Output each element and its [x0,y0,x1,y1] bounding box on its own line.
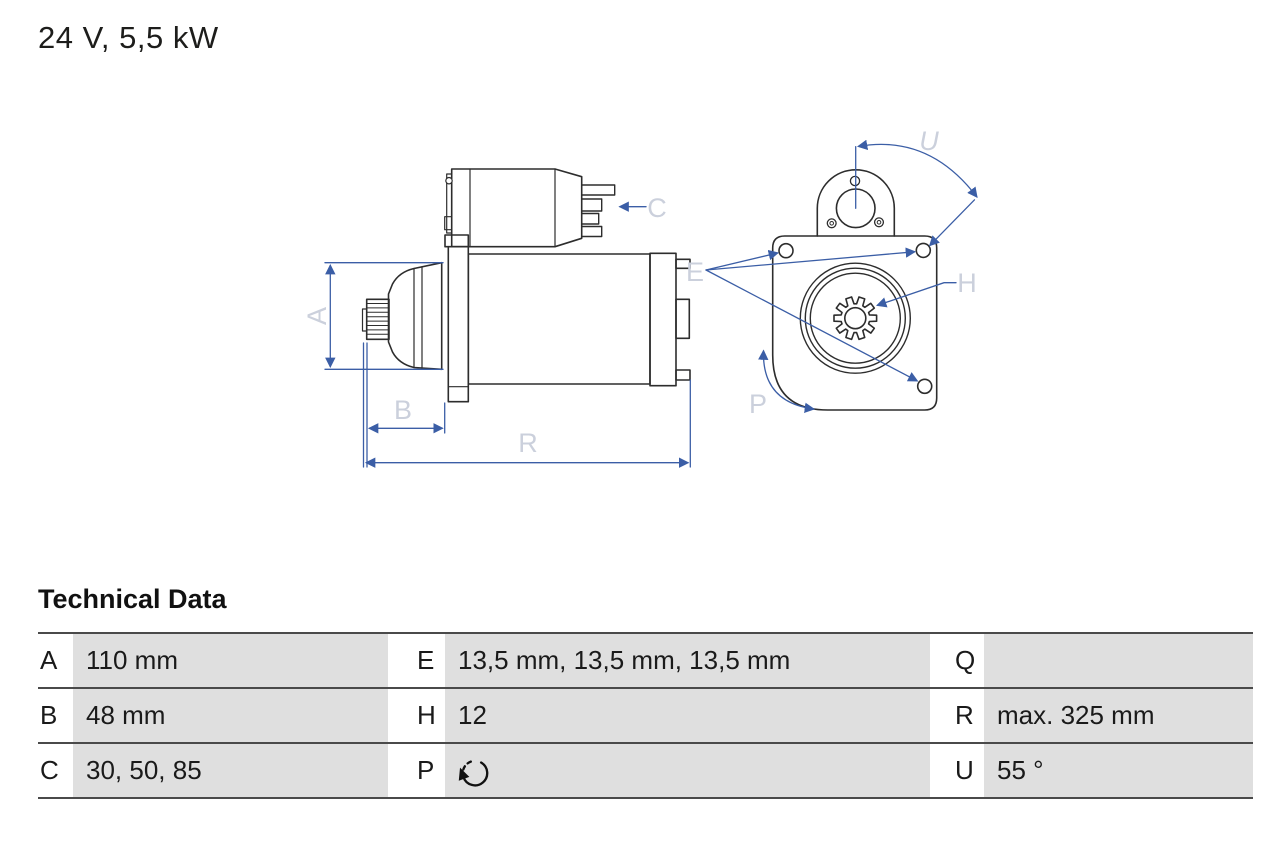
param-value: 13,5 mm, 13,5 mm, 13,5 mm [445,634,930,687]
param-value: 55 ° [984,744,1253,797]
table-row [38,742,1253,797]
starter-motor-side-view [363,169,691,402]
rotation-direction-icon [458,752,492,790]
param-value: 48 mm [73,689,388,742]
mounting-bracket-side [445,235,468,402]
param-key: H [388,689,445,742]
param-key: E [388,634,445,687]
param-key: Q [930,634,984,687]
motor-body-side [468,254,650,384]
param-key: R [930,689,984,742]
center-boss-rings [800,263,910,373]
param-value: 30, 50, 85 [73,744,388,797]
param-value: max. 325 mm [984,689,1253,742]
flange-bolt-holes [779,243,932,393]
table-row [38,632,1253,687]
label-P: P [748,389,768,419]
label-U: U [919,126,939,156]
end-cap-side [650,253,690,385]
param-value [445,744,930,797]
param-key: A [38,634,73,687]
param-key: C [38,744,73,797]
page-title: 24 V, 5,5 kW [38,20,219,55]
label-B: B [393,395,413,425]
dimension-E [706,252,917,381]
table-row [38,687,1253,742]
solenoid-terminals [582,185,615,237]
starter-motor-front-view [773,170,937,410]
param-value: 12 [445,689,930,742]
param-value: 110 mm [73,634,388,687]
dimension-P [763,351,813,409]
technical-data-table [38,632,1253,799]
param-key: U [930,744,984,797]
pinion-gear-side [363,299,390,339]
pinion-spline-front [834,297,877,339]
technical-data-heading: Technical Data [38,584,227,614]
param-key: P [388,744,445,797]
dimension-A [325,263,443,370]
label-H: H [957,268,977,298]
param-key: B [38,689,73,742]
dimension-U [856,144,977,245]
dimension-H [878,283,957,306]
param-value [984,634,1253,687]
label-C: C [647,193,667,223]
label-A: A [302,306,332,326]
drive-end-housing-side [389,263,442,370]
label-E: E [685,257,705,287]
label-R: R [518,428,538,458]
